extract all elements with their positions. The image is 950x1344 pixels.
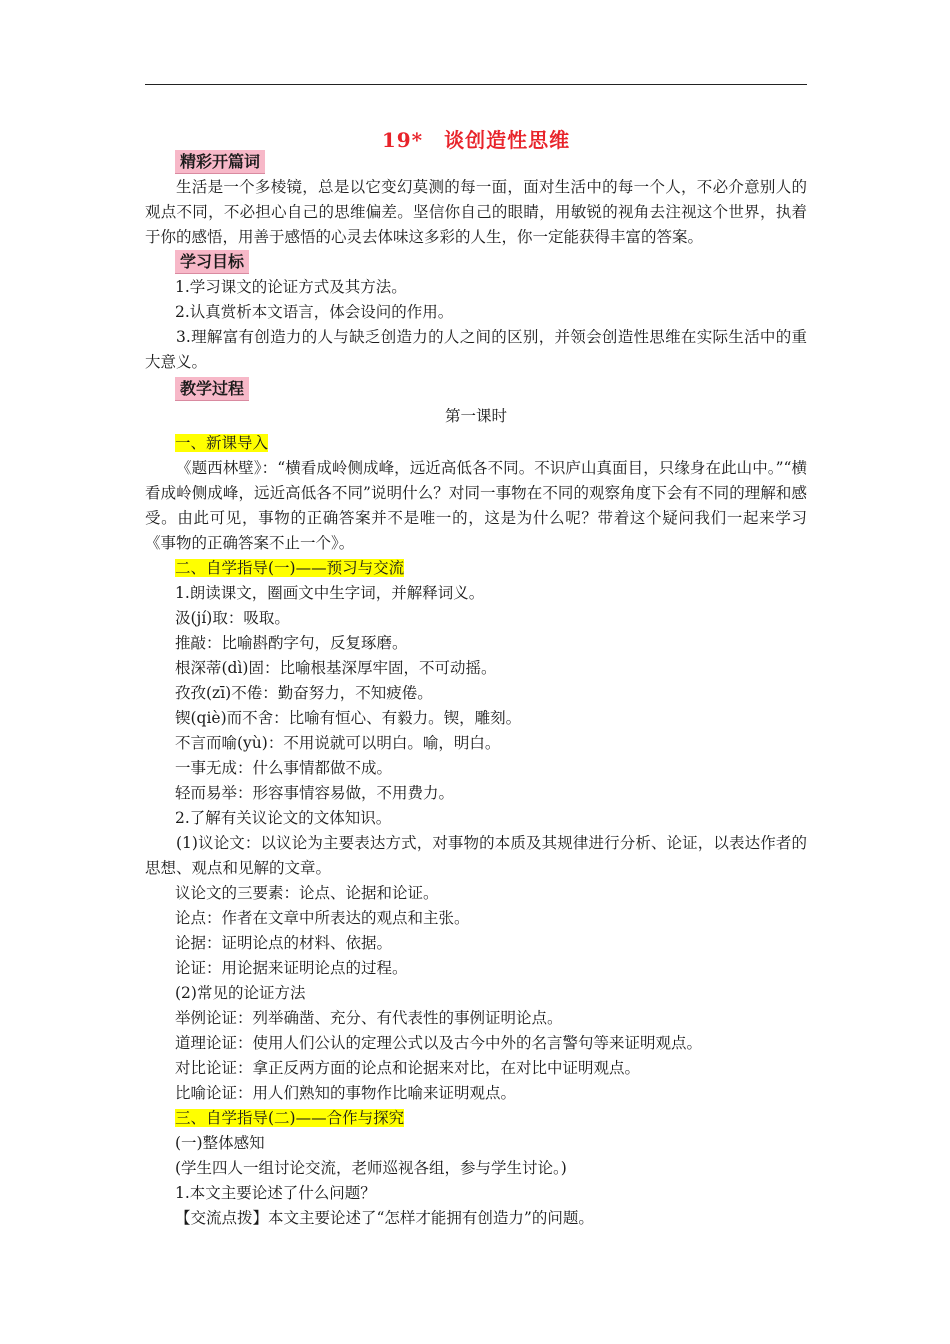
section-label-opening: 精彩开篇词: [175, 150, 265, 174]
part2-line: 2.了解有关议论文的文体知识。: [175, 809, 392, 827]
part2-line: 论证：用论据来证明论点的过程。: [175, 959, 408, 977]
part2-line: 推敲：比喻斟酌字句，反复琢磨。: [175, 634, 408, 652]
part2-line: 锲(qiè)而不舍：比喻有恒心、有毅力。锲，雕刻。: [175, 709, 522, 727]
part1-heading: 一、新课导入: [175, 434, 269, 452]
part2-line: 议论文的三要素：论点、论据和论证。: [175, 884, 439, 902]
part2-line: 道理论证：使用人们公认的定理公式以及古今中外的名言警句等来证明观点。: [175, 1034, 703, 1052]
part2-line: 不言而喻(yù)：不用说就可以明白。喻，明白。: [175, 734, 501, 752]
part2-line: 举例论证：列举确凿、充分、有代表性的事例证明论点。: [175, 1009, 563, 1027]
part2-line: 轻而易举：形容事情容易做，不用费力。: [175, 784, 455, 802]
part3-line: 【交流点拨】本文主要论述了“怎样才能拥有创造力”的问题。: [175, 1209, 594, 1227]
lesson-period: 第一课时: [444, 407, 507, 425]
part3-line: 1.本文主要论述了什么问题？: [175, 1184, 376, 1202]
section-label-goals: 学习目标: [175, 250, 249, 274]
part2-line: 论点：作者在文章中所表达的观点和主张。: [175, 909, 470, 927]
section-label-process: 教学过程: [175, 377, 249, 401]
goal-item: 1.学习课文的论证方式及其方法。: [175, 278, 407, 296]
part2-line: 一事无成：什么事情都做不成。: [175, 759, 393, 777]
opening-paragraph: 生活是一个多棱镜，总是以它变幻莫测的每一面，面对生活中的每一个人，不必介意别人的观点不同，不必担心自己的思维偏差。坚信你自己的眼睛，用敏锐的视角去注视这个世界，执着于你的感悟，用善于感悟的心灵去体味这多彩的人生，你一定能获得丰富的答案。: [145, 178, 807, 246]
part1-paragraph: 《题西林壁》：“横看成岭侧成峰，远近高低各不同。不识庐山真面目，只缘身在此山中。”“横看成岭侧成峰，远近高低各不同”说明什么？对同一事物在不同的观察角度下会有不同的理解和感受。由此可见，事物的正确答案并不是唯一的，这是为什么呢？带着这个疑问我们一起来学习《事物的正确答案不止一个》。: [145, 459, 807, 552]
goal-item: 2.认真赏析本文语言，体会设问的作用。: [175, 303, 454, 321]
part2-line: 1.朗读课文，圈画文中生字词，并解释词义。: [175, 584, 485, 602]
part2-line: 根深蒂(dì)固：比喻根基深厚牢固，不可动摇。: [175, 659, 497, 677]
part2-line: 汲(jí)取：吸取。: [175, 609, 290, 627]
part2-line: (2)常见的论证方法: [175, 984, 306, 1002]
part2-line: 论据：证明论点的材料、依据。: [175, 934, 393, 952]
part2-line: 比喻论证：用人们熟知的事物作比喻来证明观点。: [175, 1084, 517, 1102]
part2-line: 孜孜(zī)不倦：勤奋努力，不知疲倦。: [175, 684, 433, 702]
part2-line: 对比论证：拿正反两方面的论点和论据来对比，在对比中证明观点。: [175, 1059, 641, 1077]
goal-item: 3.理解富有创造力的人与缺乏创造力的人之间的区别，并领会创造性思维在实际生活中的重大意义。: [145, 328, 807, 371]
document-body: [145, 150, 807, 1231]
header-rule: [145, 84, 807, 85]
part3-line: (学生四人一组讨论交流，老师巡视各组，参与学生讨论。): [175, 1159, 567, 1177]
part3-line: (一)整体感知: [175, 1134, 265, 1152]
part2-paragraph: (1)议论文：以议论为主要表达方式，对事物的本质及其规律进行分析、论证，以表达作者的思想、观点和见解的文章。: [145, 834, 807, 877]
lesson-title: 19* 谈创造性思维: [381, 128, 571, 152]
part3-heading: 三、自学指导(二)——合作与探究: [175, 1109, 405, 1127]
part2-heading: 二、自学指导(一)——预习与交流: [175, 559, 405, 577]
